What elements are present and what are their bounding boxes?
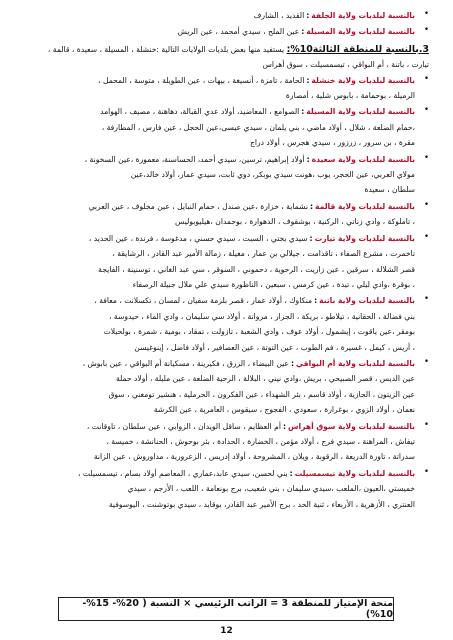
- item-line: بالنسبة لبلديات ولاية تيسمسيلت:بني لحسن، سيدي عابد،عماري ، المعاصم أولاد بسام ، تيسمسيلت ،: [78, 468, 415, 478]
- item-line: بالنسبة لبلديات ولاية الجلفة:القديد ، الشارف: [253, 11, 415, 20]
- bullet-icon: •: [423, 9, 429, 19]
- bullet-icon: •: [423, 231, 429, 242]
- item-label: بالنسبة لبلديات ولاية قالمة: [315, 201, 415, 211]
- bullet-icon: •: [423, 25, 429, 36]
- item-text: القديد ، الشارف: [253, 11, 305, 20]
- item-label: بالنسبة لبلديات ولاية تيسمسيلت: [294, 468, 415, 478]
- list-item: [26, 104, 429, 150]
- bullet-icon: •: [423, 419, 429, 430]
- section-intro-line: تيارت ، باتنة ، أم البواقي ، تيسمسيلت ، سوق أهراس: [262, 60, 429, 70]
- list-item: [26, 73, 429, 104]
- list-item: [26, 8, 429, 23]
- section-heading: 3.بالنسبة للمنطقة الثالثة10%:: [286, 43, 429, 55]
- item-line: عين الديس ، قصر الصبيحي ، بريش ،وادي نيني ، البلالة ، الرحية الضلعة ، عين مليلة ، أولاد حملة: [115, 374, 415, 384]
- bullet-icon: •: [423, 294, 429, 305]
- item-line: عين الزيتون ، الجازية ، أولاد قاسم ، بئر الشهداء ، عين الفكرون ، الحرملية ، هنشير تومغني ، سوق: [108, 389, 415, 399]
- section-intro: يستفيد منها بعض بلديات الولايات التالية :خنشلة ، المسيلة ، سعيدة ، قالمة ،: [47, 44, 285, 54]
- item-line: الرميلة ، بوحمامة ، بابوس شلية ، أمصارة: [285, 91, 415, 101]
- list-item: [26, 356, 429, 418]
- item-label: بالنسبة لبلديات ولاية تيارت: [314, 233, 415, 243]
- item-line: خميستي ،العيون ،الملعب ،سيدي سليمان ، بني شعيب، برج بونعامة ، اللعب ، الأرجم ، سيدي: [127, 484, 415, 494]
- item-line: ، أريس ، كيمل ، غسيرة ، فم الطوب ، عين التوتة ، عين العصافير ، أولاد فاضل ، إينوغيسن: [134, 342, 415, 352]
- list-item: [26, 466, 429, 512]
- section-heading-line: [26, 42, 429, 57]
- item-line: بالنسبة لبلديات ولاية سعيدة:أولاد إبراهيم، ترسين، سيدي أحمد، الحساسنة، معمورة ،عين السخونة ،: [84, 154, 415, 164]
- item-line: قصر الشلالة ، سرقين ، عين زاريت ، الرحوية ، دحموني ، السوقر ، سي عبد الغاني ، توسنينة ، الفايجة: [98, 264, 415, 274]
- bullet-icon: •: [423, 199, 429, 210]
- item-label: بالنسبة لبلديات ولاية سعيدة: [311, 154, 415, 164]
- item-line: مقرة ، بن سرور ، زرزور ، سيدي هجرس ، أولاد دراج: [249, 138, 415, 148]
- item-line: نعمان ، أولاد الزوي ، بوغرارة ، سعودي ، الفجوج ، سيقوس ، العامرية ، عين الكرشة: [153, 405, 415, 415]
- item-line: تيفاش ، المراهنة ، سيدي فرج ، أولاد مؤمن ، الخضارة ، الحدادة ، بئر بوحوش ، الحنانشة ، خميسة ،: [106, 436, 415, 446]
- item-line: بالنسبة لبلديات ولاية المسيلة:الصوامع ، المعاضيد، أولاد عدي القبالة، دهاهنة ، مصيف ، الهوامد: [100, 107, 415, 117]
- item-line: بالنسبة لبلديات ولاية قالمة:نشماية ، خزارة ،عين صندل ، حمام النبايل ، عين مخلوف ، عين العربي: [88, 201, 415, 211]
- item-line: بالنسبة لبلديات ولاية سوق أهراس:أم العظايم ، ساقل الويدان ، الزوابي ، عين سلطان ، تاوقانت ،: [86, 421, 415, 431]
- item-label: بالنسبة لبلديات ولاية خنشلة: [311, 75, 415, 85]
- item-label: بالنسبة لبلديات ولاية باتنة: [319, 296, 415, 306]
- item-line: بالنسبة لبلديات ولاية أم البواقي:عين البيضاء ، الزرق ، فكيرينة ، مسكيانة أم البواقي ، عين بابوش ،: [82, 358, 415, 368]
- item-line: بني فضالة ، الحقانية ، تيلاطو ، بريكة ، الجزار ، مروانة ، أولاد سي سليمان ، وادي الماء ، حيدوسة ،: [109, 311, 415, 321]
- bullet-icon: •: [423, 356, 429, 367]
- item-line: تاخمرت ، مشرع الصفاء ، تاقدامت ، جيلالي بن عمار ، مغيلة ، زمالة الأمير عبد القادر ، الرشايقة ،: [112, 249, 415, 259]
- formula-box: منحة الإمتياز للمنطقة 3 = الراتب الرئيسي × النسبة ( 20%- 15%- 10%): [58, 597, 394, 621]
- bullet-icon: •: [423, 152, 429, 163]
- item-line: سلطان ، سعيدة: [364, 185, 415, 195]
- item-text: عين الملح ، سيدي أمحمد ، عين الريش: [177, 27, 300, 37]
- list-item: [26, 293, 429, 355]
- item-line: بالنسبة لبلديات ولاية المسيلة:عين الملح ، سيدي أمحمد ، عين الريش: [177, 27, 415, 37]
- item-label: بالنسبة لبلديات ولاية الجلفة: [311, 11, 415, 20]
- list-item: [26, 231, 429, 293]
- list-item: [26, 152, 429, 198]
- item-line: بالنسبة لبلديات ولاية خنشلة:الحامة ، تامزة ، أنسيغة ، بيهات ، عين الطويلة ، متوسة ، المحمل ،: [98, 75, 415, 85]
- item-line: ،حمام الضلعة ، شلال ، أولاد ماضي ، بني يلمان ، سيدي عيسى،عين الحجل ، عين فارس ، المطارفة ،: [101, 122, 415, 132]
- item-line: سدراتة ، تاورة الدريعة ، الرقوبة ، ويلان ، المشروحة ، أولاد إدريس ، الزعرورية ، مداوروش ، عين الزانة: [93, 452, 415, 462]
- item-label: بالنسبة لبلديات ولاية المسيلة: [306, 27, 415, 37]
- item-label: بالنسبة لبلديات ولاية سوق أهراس: [288, 421, 415, 431]
- bullet-icon: •: [423, 466, 429, 477]
- list-item: [26, 199, 429, 230]
- bullet-icon: •: [423, 105, 429, 116]
- item-line: بومقر ،عين ياقوت ، إيشمول ، أولاد عوف ، وادي الشعبة ، تازولت ، تمقاد ، بومية ، شمرة ، بولحيلات: [103, 327, 415, 337]
- item-line: مولاي العربي، عين الحجر، يوب ،هونت سيدي بوبكر، دوي ثابت، سيدي عمار، أولاد خالد،عين: [130, 170, 415, 180]
- list-item: [26, 419, 429, 465]
- item-line: بالنسبة لبلديات ولاية باتنة:منكاوك ، أولاد عمار ، قصر بلزمة سفيان ، لمسان ، تكسلانت ، معافة ،: [94, 296, 415, 306]
- page-content: [26, 8, 429, 513]
- section-3: [26, 42, 429, 73]
- page-number: 12: [220, 626, 233, 636]
- item-line: ، بوقرة ،وادي ليلي ، تيدة ، عين كرمس ، سبعين ، الناظورة سيدي علي ملال جبيلة الرصفاء: [132, 279, 415, 289]
- item-line: بالنسبة لبلديات ولاية تيارت:سيدي بختي ، السبت ، سيدي حسني ، مدغوسة ، فرندة ، عين الحديد ،: [88, 233, 415, 243]
- item-label: بالنسبة لبلديات ولاية المسيلة: [306, 107, 415, 117]
- bullet-icon: •: [423, 73, 429, 84]
- item-line: ، تاملوكة ، وادي زناتي ، الركنية ، بوشقوف ، الدهوارة ، بوحمدان ،هيليوبوليس: [175, 217, 415, 227]
- item-line: العنتري ، الأزهرية ، الأربعاء ، ثنية الحد ، برج الأمير عبد القادر، بوقايد ، سيدي بوتوشنت ، اليوسوفية: [108, 499, 415, 509]
- list-item: [26, 24, 429, 39]
- item-label: بالنسبة لبلديات ولاية أم البواقي: [295, 358, 415, 368]
